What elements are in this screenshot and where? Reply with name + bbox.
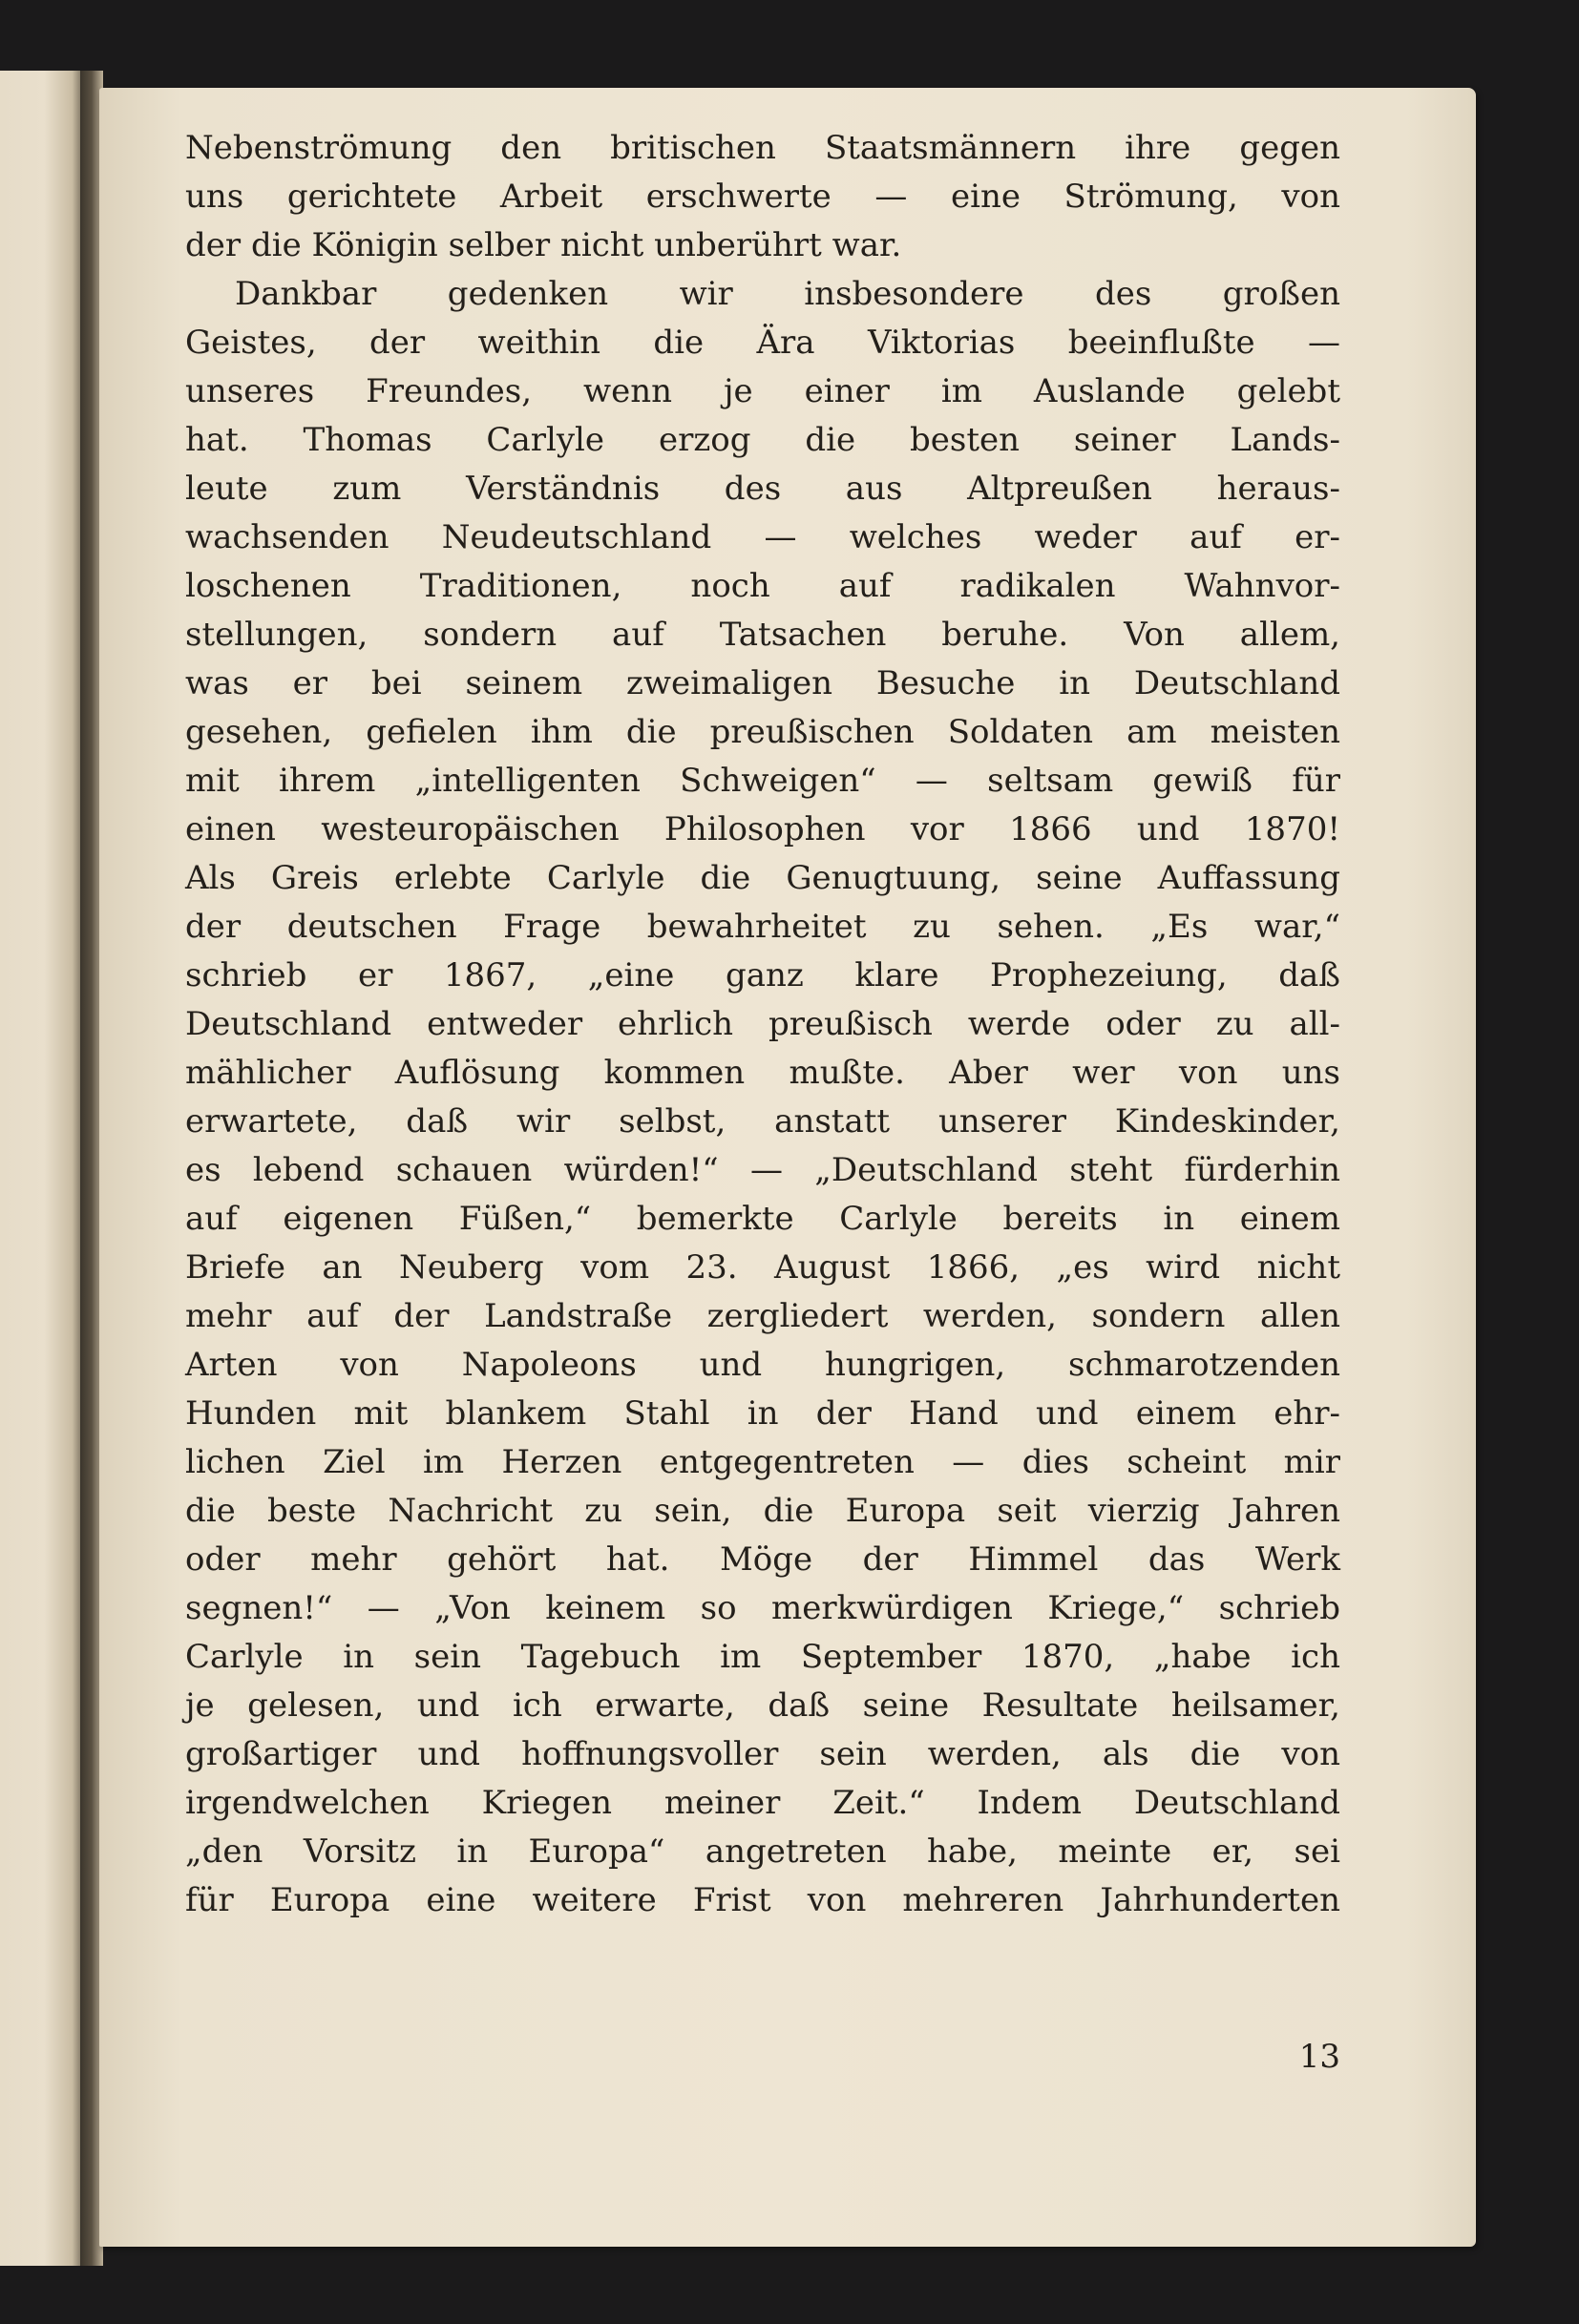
text-line: Als Greis erlebte Carlyle die Genugtuung, seine Auffassung	[185, 859, 1340, 897]
text-line: wachsenden Neudeutschland — welches weder auf er-	[185, 518, 1340, 556]
text-line: Carlyle in sein Tagebuch im September 1870, „habe ich	[185, 1638, 1340, 1676]
text-line: „den Vorsitz in Europa“ angetreten habe, meinte er, sei	[185, 1832, 1340, 1871]
text-line: leute zum Verständnis des aus Altpreußen heraus-	[185, 470, 1340, 508]
text-line: es lebend schauen würden!“ — „Deutschland steht fürderhin	[185, 1151, 1340, 1189]
text-line: auf eigenen Füßen,“ bemerkte Carlyle bereits in einem	[185, 1200, 1340, 1238]
text-line: unseres Freundes, wenn je einer im Auslande gelebt	[185, 372, 1340, 410]
text-line: Deutschland entweder ehrlich preußisch werde oder zu all-	[185, 1005, 1340, 1043]
body-text	[185, 124, 1340, 1925]
text-line: Geistes, der weithin die Ära Viktorias beeinflußte —	[185, 324, 1340, 362]
text-line: Briefe an Neuberg vom 23. August 1866, „es wird nicht	[185, 1248, 1340, 1287]
text-line: Arten von Napoleons und hungrigen, schmarotzenden	[185, 1346, 1340, 1384]
text-line: stellungen, sondern auf Tatsachen beruhe. Von allem,	[185, 616, 1340, 654]
text-line: einen westeuropäischen Philosophen vor 1866 und 1870!	[185, 810, 1340, 848]
text-line: gesehen, gefielen ihm die preußischen Soldaten am meisten	[185, 713, 1340, 751]
text-line: je gelesen, und ich erwarte, daß seine Resultate heilsamer,	[185, 1686, 1340, 1725]
text-line: erwartete, daß wir selbst, anstatt unserer Kindeskinder,	[185, 1102, 1340, 1141]
text-line: lichen Ziel im Herzen entgegentreten — dies scheint mir	[185, 1443, 1340, 1481]
text-line: mit ihrem „intelligenten Schweigen“ — seltsam gewiß für	[185, 762, 1340, 800]
text-line: der die Königin selber nicht unberührt war.	[185, 226, 902, 264]
text-line: Nebenströmung den britischen Staatsmännern ihre gegen	[185, 129, 1340, 167]
text-line: oder mehr gehört hat. Möge der Himmel das Werk	[185, 1540, 1340, 1579]
page-number: 13	[1298, 2038, 1340, 2076]
text-line: mählicher Auflösung kommen mußte. Aber wer von uns	[185, 1054, 1340, 1092]
text-line: hat. Thomas Carlyle erzog die besten seiner Lands-	[185, 421, 1340, 459]
text-line: Hunden mit blankem Stahl in der Hand und einem ehr-	[185, 1394, 1340, 1433]
text-line: großartiger und hoffnungsvoller sein werden, als die von	[185, 1735, 1340, 1773]
text-line: was er bei seinem zweimaligen Besuche in Deutschland	[185, 664, 1340, 702]
text-line: segnen!“ — „Von keinem so merkwürdigen Kriege,“ schrieb	[185, 1589, 1340, 1627]
text-line: Dankbar gedenken wir insbesondere des großen	[235, 275, 1340, 313]
text-line: für Europa eine weitere Frist von mehreren Jahrhunderten	[185, 1881, 1340, 1919]
text-line: der deutschen Frage bewahrheitet zu sehen. „Es war,“	[185, 908, 1340, 946]
text-line: loschenen Traditionen, noch auf radikalen Wahnvor-	[185, 567, 1340, 605]
text-line: mehr auf der Landstraße zergliedert werden, sondern allen	[185, 1297, 1340, 1335]
text-line: schrieb er 1867, „eine ganz klare Prophezeiung, daß	[185, 956, 1340, 995]
text-line: uns gerichtete Arbeit erschwerte — eine Strömung, von	[185, 178, 1340, 216]
text-line: irgendwelchen Kriegen meiner Zeit.“ Indem Deutschland	[185, 1784, 1340, 1822]
left-page-edge	[0, 71, 80, 2266]
text-line: die beste Nachricht zu sein, die Europa seit vierzig Jahren	[185, 1492, 1340, 1530]
